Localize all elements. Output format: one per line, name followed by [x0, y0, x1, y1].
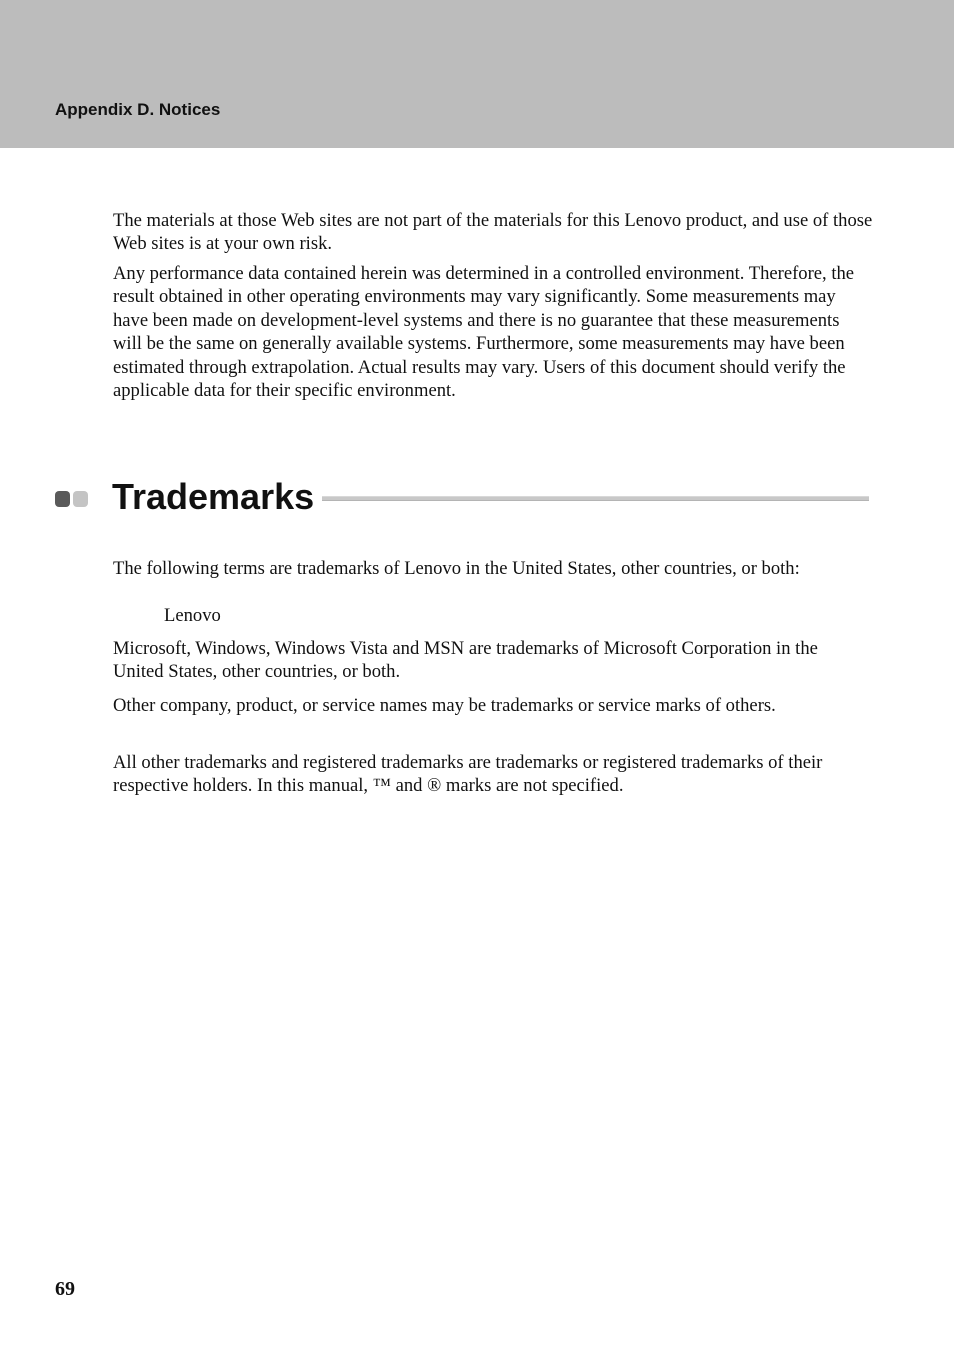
section-heading-trademarks: [0, 474, 954, 524]
paragraph-web-sites: The materials at those Web sites are not part of the materials for this Lenovo product, and use of those Web sites is at your own risk.: [113, 210, 873, 255]
paragraph-microsoft-trademarks: Microsoft, Windows, Windows Vista and MSN are trademarks of Microsoft Corporation in the United States, other countries, or both.: [113, 638, 818, 683]
trademark-list-item: Lenovo: [164, 605, 221, 626]
heading-rule-divider: [322, 496, 869, 501]
section-title: Trademarks: [112, 476, 315, 517]
paragraph-other-names: Other company, product, or service names may be trademarks or service marks of others.: [113, 695, 776, 716]
paragraph-performance-data: Any performance data contained herein was determined in a controlled environment. Therefore, the result obtained in other operating environments may vary significantly. Some measurements may have been made on development-level systems and there is no guarantee that these measurements will be the same on generally available systems. Furthermore, some measurements may have been estimated through extrapolation. Actual results may vary. Users of this document should verify the applicable data for their specific environment.: [113, 263, 855, 402]
running-header-title: Appendix D. Notices: [55, 100, 221, 119]
header-band: [0, 0, 954, 148]
paragraph-registered-trademarks: All other trademarks and registered trademarks are trademarks or registered trademarks of their respective holders. In this manual, ™ and ® marks are not specified.: [113, 752, 823, 797]
bullet-dark-icon: [55, 491, 70, 507]
page-number: 69: [55, 1278, 75, 1300]
heading-bullets-icon: [55, 491, 89, 507]
bullet-light-icon: [73, 491, 88, 507]
paragraph-trademarks-intro: The following terms are trademarks of Lenovo in the United States, other countries, or both:: [113, 558, 800, 579]
